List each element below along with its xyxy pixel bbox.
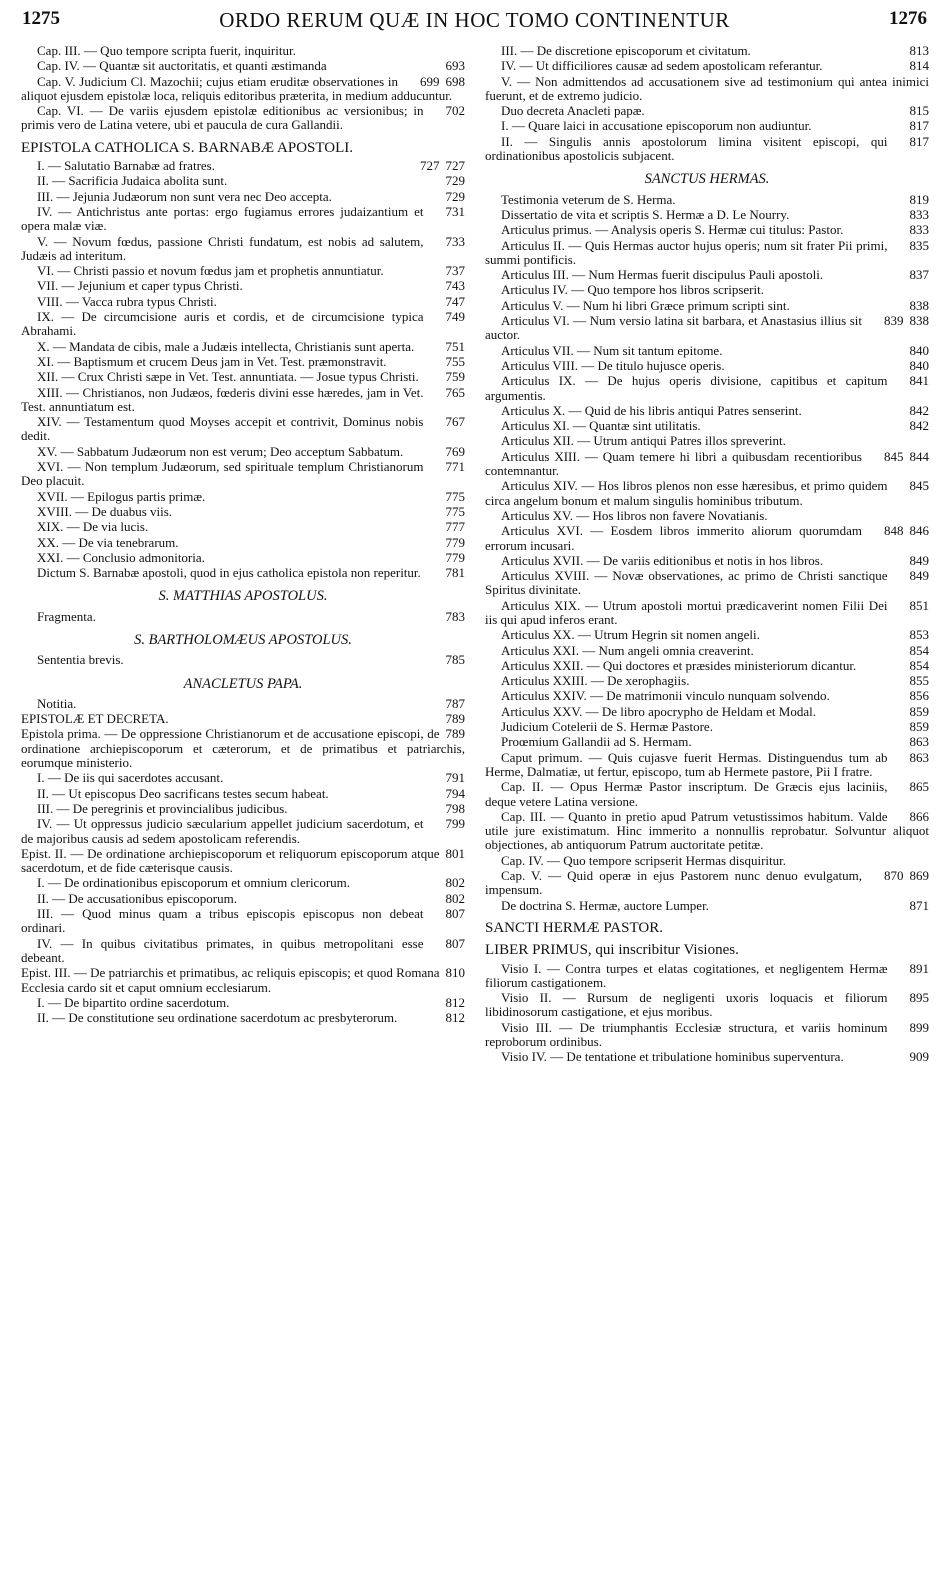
entry-text: II. — Sacrificia Judaica abolita sunt. bbox=[37, 173, 228, 189]
page-ref: 749 bbox=[445, 309, 465, 325]
entry-text: Cap. IV. — Quo tempore scripserit Hermas disquiritur. bbox=[501, 852, 786, 868]
toc-entry bbox=[21, 697, 465, 711]
entry-text: LIBER PRIMUS, qui inscribitur Visiones. bbox=[485, 942, 739, 959]
toc-entry bbox=[21, 551, 465, 565]
entry-text: Articulus XVIII. — Novæ observationes, ac primo de Christi sanctique Spiritus divinitate. bbox=[485, 568, 888, 598]
entry-text: S. BARTHOLOMÆUS APOSTOLUS. bbox=[134, 631, 352, 648]
toc-entry bbox=[21, 520, 465, 534]
page-ref: 844 bbox=[909, 448, 929, 464]
entry-text: II. — Ut episcopus Deo sacrificans testes secum habeat. bbox=[37, 785, 329, 801]
page-ref: 799 bbox=[445, 816, 465, 832]
page-ref: 855 bbox=[909, 673, 929, 689]
entry-text: I. — Salutatio Barnabæ ad fratres. bbox=[37, 158, 215, 174]
page-ref: 802 bbox=[445, 875, 465, 891]
page-ref: 835 bbox=[909, 237, 929, 253]
entry-text: Dissertatio de vita et scriptis S. Hermæ a D. Le Nourry. bbox=[501, 206, 790, 222]
entry-text: I. — De iis qui sacerdotes accusant. bbox=[37, 770, 224, 786]
section-title bbox=[21, 633, 465, 647]
toc-entry bbox=[485, 659, 929, 673]
entry-text: Articulus XXIV. — De matrimonii vinculo nunquam solvendo. bbox=[501, 688, 830, 704]
entry-text: Articulus XXI. — Num angeli omnia creaverint. bbox=[501, 642, 754, 658]
entry-text: Visio I. — Contra turpes et elatas cogitationes, et negligentem Hermæ filiorum castigationem. bbox=[485, 960, 888, 990]
entry-text: Articulus XI. — Quantæ sint utilitatis. bbox=[501, 418, 701, 434]
page-ref: 815 bbox=[909, 103, 929, 119]
toc-entry bbox=[485, 135, 929, 164]
page-ref: 699 bbox=[420, 73, 440, 89]
toc-entry bbox=[21, 415, 465, 444]
page-ref: 870 bbox=[884, 868, 904, 884]
page-ref: 747 bbox=[445, 293, 465, 309]
toc-entry bbox=[485, 283, 929, 297]
right-column bbox=[485, 44, 929, 1066]
toc-entry bbox=[485, 1050, 929, 1064]
toc-entry bbox=[485, 404, 929, 418]
entry-text: Articulus XIII. — Quam temere hi libri a quibusdam recentioribus contemnantur. bbox=[485, 448, 862, 479]
entry-text: V. — Novum fœdus, passione Christi fundatum, est nobis ad salutem, Judæis ad interitum. bbox=[21, 233, 424, 263]
toc-entry bbox=[21, 279, 465, 293]
page-ref: 693 bbox=[445, 58, 465, 74]
toc-entry bbox=[485, 599, 929, 628]
entry-text: Cap. III. — Quanto in pretio apud Patrum vetustissimos habitum. Valde utile jure existimatum. Hinc immerito a nonnullis reprobatur. Solvuntur aliquot objectiones, ab antiquorum Patrum auctoritate petitæ. bbox=[485, 808, 929, 853]
entry-text: Articulus VII. — Num sit tantum epitome. bbox=[501, 342, 723, 358]
toc-entry bbox=[485, 569, 929, 598]
page-ref: 846 bbox=[909, 523, 929, 539]
entry-text: Fragmenta. bbox=[37, 608, 96, 624]
entry-text: Judicium Cotelerii de S. Hermæ Pastore. bbox=[501, 719, 713, 735]
entry-text: Visio IV. — De tentatione et tribulatione hominibus superventura. bbox=[501, 1049, 844, 1065]
entry-text: VII. — Jejunium et caper typus Christi. bbox=[37, 278, 243, 294]
toc-entry bbox=[21, 1011, 465, 1025]
page-ref: 854 bbox=[909, 642, 929, 658]
entry-text: Articulus XV. — Hos libros non favere Novatianis. bbox=[501, 507, 768, 523]
entry-text: Articulus XIV. — Hos libros plenos non esse hæresibus, et primo quidem circa angelum bonum et malum singulis hominibus tributum. bbox=[485, 478, 888, 508]
page-ref: 859 bbox=[909, 719, 929, 735]
page-ref: 812 bbox=[445, 994, 465, 1010]
page-ref: 771 bbox=[445, 459, 465, 475]
entry-text: III. — De discretione episcoporum et civitatum. bbox=[501, 43, 751, 58]
entry-text: Articulus II. — Quis Hermas auctor hujus operis; num sit frater Pii primi, summi pontificis. bbox=[485, 237, 888, 267]
toc-entry bbox=[21, 75, 465, 104]
toc-entry bbox=[485, 810, 929, 853]
page-ref: 840 bbox=[909, 357, 929, 373]
page-ref: 837 bbox=[909, 267, 929, 283]
entry-text: Proœmium Gallandii ad S. Hermam. bbox=[501, 734, 692, 750]
entry-text: Testimonia veterum de S. Herma. bbox=[501, 191, 676, 207]
page-ref: 859 bbox=[909, 703, 929, 719]
toc-entry bbox=[485, 299, 929, 313]
page-ref: 807 bbox=[445, 906, 465, 922]
entry-text: XII. — Crux Christi sæpe in Vet. Test. annuntiata. — Josue typus Christi. bbox=[37, 369, 419, 385]
page-header bbox=[22, 8, 927, 38]
entry-text: XVIII. — De duabus viis. bbox=[37, 503, 173, 519]
toc-entry bbox=[485, 104, 929, 118]
page-ref: 863 bbox=[909, 749, 929, 765]
entry-text: Epistola prima. — De oppressione Christianorum et de accusatione episcopi, de ordinatione archiepiscoporum et cæterorum, et de primatibus et patriarchis, eorumque ministerio. bbox=[21, 726, 465, 771]
entry-text: Articulus VIII. — De titulo hujusce operis. bbox=[501, 357, 725, 373]
toc-entry bbox=[485, 359, 929, 373]
toc-entry bbox=[485, 780, 929, 809]
page-ref: 849 bbox=[909, 568, 929, 584]
entry-text: Articulus XII. — Utrum antiqui Patres illos spreverint. bbox=[501, 433, 786, 449]
page-ref: 838 bbox=[909, 297, 929, 313]
toc-entry bbox=[21, 104, 465, 133]
page-number-left: 1275 bbox=[22, 8, 60, 29]
page-ref: 779 bbox=[445, 534, 465, 550]
entry-text: Articulus XXV. — De libro apocrypho de Heldam et Modal. bbox=[501, 703, 816, 719]
entry-text: II. — Singulis annis apostolorum limina visitent episcopi, qui ordinationibus apostolicis subjacent. bbox=[485, 133, 888, 164]
page-ref: 909 bbox=[909, 1049, 929, 1065]
page-ref: 779 bbox=[445, 549, 465, 565]
toc-entry bbox=[485, 419, 929, 433]
entry-text: IV. — Ut oppressus judicio sæcularium appellet judicium sacerdotum, et de majoribus causis ad sedem apostolicam referendis. bbox=[21, 816, 424, 846]
entry-text: Articulus XXIII. — De xerophagiis. bbox=[501, 673, 690, 689]
page-ref: 783 bbox=[445, 608, 465, 624]
toc-entry bbox=[21, 235, 465, 264]
entry-text: II. — De accusationibus episcoporum. bbox=[37, 890, 238, 906]
page-ref: 775 bbox=[445, 503, 465, 519]
entry-text: XVII. — Epilogus partis primæ. bbox=[37, 488, 206, 504]
entry-text: Epist. II. — De ordinatione archiepiscoporum et reliquorum episcoporum atque sacerdotum, et de fide cæterisque causis. bbox=[21, 845, 440, 876]
entry-text: III. — Quod minus quam a tribus episcopis episcopus non debeat ordinari. bbox=[21, 906, 424, 936]
page-ref: 767 bbox=[445, 414, 465, 430]
entry-text: Sententia brevis. bbox=[37, 652, 124, 668]
toc-entry bbox=[21, 205, 465, 234]
entry-text: Cap. IV. — Quantæ sit auctoritatis, et quanti æstimanda bbox=[37, 58, 327, 74]
page-ref: 781 bbox=[445, 565, 465, 581]
toc-entry bbox=[485, 119, 929, 133]
page-ref: 765 bbox=[445, 384, 465, 400]
entry-text: III. — De peregrinis et provincialibus judicibus. bbox=[37, 800, 288, 816]
toc-entry bbox=[21, 892, 465, 906]
page-ref: 869 bbox=[909, 868, 929, 884]
entry-text: V. — Non admittendos ad accusationem sive ad testimonium qui antea inimici fuerunt, et de extremo judicio. bbox=[485, 73, 929, 103]
toc-entry bbox=[21, 937, 465, 966]
toc-entry bbox=[21, 787, 465, 801]
entry-text: Articulus XXII. — Qui doctores et præsides ministeriorum dicantur. bbox=[501, 657, 857, 673]
toc-entry bbox=[485, 239, 929, 268]
toc-entry bbox=[21, 310, 465, 339]
toc-entry bbox=[21, 966, 465, 995]
entry-text: Articulus primus. — Analysis operis S. Hermæ cui titulus: Pastor. bbox=[501, 222, 844, 238]
entry-text: Visio III. — De triumphantis Ecclesiæ structura, et variis hominum reproborum ordinibus. bbox=[485, 1019, 888, 1049]
left-column bbox=[21, 44, 465, 1026]
toc-entry bbox=[21, 566, 465, 580]
toc-entry bbox=[485, 268, 929, 282]
entry-text: EPISTOLÆ ET DECRETA. bbox=[21, 711, 169, 727]
page-ref: 727 bbox=[445, 158, 465, 174]
toc-entry bbox=[485, 899, 929, 913]
toc-entry bbox=[485, 524, 929, 553]
toc-entry bbox=[485, 705, 929, 719]
page-ref: 817 bbox=[909, 118, 929, 134]
entry-text: XIII. — Christianos, non Judæos, fœderis divini esse hæredes, jam in Vet. Test. annuntiatum est. bbox=[21, 384, 424, 414]
toc-entry bbox=[21, 340, 465, 354]
page-ref: 891 bbox=[909, 960, 929, 976]
page-ref: 731 bbox=[445, 203, 465, 219]
toc-entry bbox=[21, 355, 465, 369]
toc-entry bbox=[21, 505, 465, 519]
entry-text: Articulus XVII. — De variis editionibus et notis in hos libros. bbox=[501, 552, 824, 568]
page-ref: 833 bbox=[909, 206, 929, 222]
entry-text: Articulus XX. — Utrum Hegrin sit nomen angeli. bbox=[501, 627, 760, 643]
page-ref: 856 bbox=[909, 688, 929, 704]
section-title bbox=[21, 589, 465, 603]
page-ref: 817 bbox=[909, 133, 929, 149]
entry-text: SANCTI HERMÆ PASTOR. bbox=[485, 919, 663, 936]
page-ref: 737 bbox=[445, 263, 465, 279]
page-ref: 802 bbox=[445, 890, 465, 906]
toc-entry bbox=[21, 610, 465, 624]
toc-entry bbox=[21, 847, 465, 876]
page-ref: 801 bbox=[445, 845, 465, 861]
page-ref: 854 bbox=[909, 657, 929, 673]
page-ref: 863 bbox=[909, 734, 929, 750]
page-ref: 743 bbox=[445, 278, 465, 294]
entry-text: Cap. V. Judicium Cl. Mazochii; cujus etiam eruditæ observationes in aliquot ejusdem epistolæ loca, reliquis editoribus præterita, in medium adducuntur. bbox=[21, 73, 453, 103]
toc-entry bbox=[21, 490, 465, 504]
entry-text: ANACLETUS PAPA. bbox=[183, 675, 303, 692]
page-ref: 842 bbox=[909, 402, 929, 418]
toc-entry bbox=[21, 802, 465, 816]
page-ref: 769 bbox=[445, 443, 465, 459]
entry-text: I. — De bipartito ordine sacerdotum. bbox=[37, 994, 230, 1010]
page-ref: 814 bbox=[909, 58, 929, 74]
page-ref: 789 bbox=[445, 726, 465, 742]
toc-entry bbox=[21, 159, 465, 173]
toc-entry bbox=[21, 727, 465, 770]
toc-entry bbox=[21, 712, 465, 726]
entry-text: III. — Jejunia Judæorum non sunt vera nec Deo accepta. bbox=[37, 188, 332, 204]
page-number-right: 1276 bbox=[889, 8, 927, 29]
toc-entry bbox=[485, 434, 929, 448]
entry-text: Cap. II. — Opus Hermæ Pastor inscriptum. De Græcis ejus laciniis, deque vetere Latina versione. bbox=[485, 779, 888, 809]
page-ref: 833 bbox=[909, 222, 929, 238]
toc-entry bbox=[485, 962, 929, 991]
page-ref: 751 bbox=[445, 338, 465, 354]
toc-entry bbox=[485, 223, 929, 237]
heading-title bbox=[485, 943, 929, 957]
running-title: ORDO RERUM QUÆ IN HOC TOMO CONTINENTUR bbox=[219, 8, 730, 32]
entry-text: XV. — Sabbatum Judæorum non est verum; Deo acceptum Sabbatum. bbox=[37, 443, 404, 459]
entry-text: IX. — De circumcisione auris et cordis, et de circumcisione typica Abrahami. bbox=[21, 309, 424, 339]
toc-entry bbox=[485, 854, 929, 868]
toc-entry bbox=[21, 174, 465, 188]
page-ref: 810 bbox=[445, 965, 465, 981]
entry-text: Cap. VI. — De variis ejusdem epistolæ editionibus ac versionibus; in primis vero de Latina vetere, ubi et paucula de cura Gallandii. bbox=[21, 103, 424, 133]
page-ref: 871 bbox=[909, 897, 929, 913]
page-ref: 798 bbox=[445, 800, 465, 816]
page-ref: 777 bbox=[445, 519, 465, 535]
page-ref: 842 bbox=[909, 418, 929, 434]
entry-text: EPISTOLA CATHOLICA S. BARNABÆ APOSTOLI. bbox=[21, 139, 353, 156]
entry-text: X. — Mandata de cibis, male a Judæis intellecta, Christianis sunt aperta. bbox=[37, 338, 415, 354]
page-ref: 727 bbox=[420, 158, 440, 174]
toc-entry bbox=[21, 386, 465, 415]
toc-entry bbox=[21, 460, 465, 489]
toc-entry bbox=[21, 370, 465, 384]
toc-entry bbox=[21, 295, 465, 309]
entry-text: XIV. — Testamentum quod Moyses accepit et contrivit, Dominus nobis dedit. bbox=[21, 414, 424, 444]
toc-entry bbox=[485, 1021, 929, 1050]
toc-entry bbox=[485, 751, 929, 780]
entry-text: Visio II. — Rursum de negligenti uxoris loquacis et filiorum libidinosorum castigatione, et ejus moribus. bbox=[485, 990, 888, 1020]
entry-text: Cap. III. — Quo tempore scripta fuerit, inquiritur. bbox=[37, 43, 296, 58]
entry-text: II. — De constitutione seu ordinatione sacerdotum ac presbyterorum. bbox=[37, 1010, 398, 1026]
entry-text: XIX. — De via lucis. bbox=[37, 519, 149, 535]
page-ref: 851 bbox=[909, 597, 929, 613]
entry-text: Articulus III. — Num Hermas fuerit discipulus Pauli apostoli. bbox=[501, 267, 824, 283]
toc-entry bbox=[485, 75, 929, 104]
page-ref: 848 bbox=[884, 523, 904, 539]
toc-entry bbox=[485, 991, 929, 1020]
entry-text: Duo decreta Anacleti papæ. bbox=[501, 103, 645, 119]
toc-entry bbox=[21, 876, 465, 890]
entry-text: XI. — Baptismum et crucem Deus jam in Vet. Test. præmonstravit. bbox=[37, 353, 387, 369]
toc-entry bbox=[485, 193, 929, 207]
toc-entry bbox=[485, 689, 929, 703]
toc-entry bbox=[485, 644, 929, 658]
toc-entry bbox=[485, 674, 929, 688]
page-ref: 840 bbox=[909, 342, 929, 358]
entry-text: Articulus XIX. — Utrum apostoli mortui prædicaverint nomen Filii Dei iis qui apud inferos erant. bbox=[485, 597, 888, 627]
toc-entry bbox=[485, 59, 929, 73]
page-ref: 755 bbox=[445, 353, 465, 369]
entry-text: Articulus IV. — Quo tempore hos libros scripserit. bbox=[501, 282, 764, 298]
section-title bbox=[21, 677, 465, 691]
page-ref: 865 bbox=[909, 779, 929, 795]
entry-text: De doctrina S. Hermæ, auctore Lumper. bbox=[501, 897, 709, 913]
page-ref: 899 bbox=[909, 1019, 929, 1035]
toc-entry bbox=[485, 44, 929, 58]
entry-text: I. — De ordinationibus episcoporum et omnium clericorum. bbox=[37, 875, 351, 891]
page-ref: 812 bbox=[445, 1010, 465, 1026]
entry-text: Articulus VI. — Num versio latina sit barbara, et Anastasius illius sit auctor. bbox=[485, 313, 862, 343]
toc-entry bbox=[485, 374, 929, 403]
section-title bbox=[485, 172, 929, 186]
toc-entry bbox=[485, 344, 929, 358]
entry-text: S. MATTHIAS APOSTOLUS. bbox=[158, 588, 328, 605]
toc-entry bbox=[485, 208, 929, 222]
page-ref: 819 bbox=[909, 191, 929, 207]
page-ref: 813 bbox=[909, 43, 929, 58]
entry-text: Epist. III. — De patriarchis et primatibus, ac reliquis episcopis; et quod Romana Ecclesia cardo sit et caput omnium ecclesiarum. bbox=[21, 965, 440, 995]
toc-entry bbox=[21, 190, 465, 204]
page-ref: 845 bbox=[909, 478, 929, 494]
toc-entry bbox=[485, 554, 929, 568]
entry-text: XVI. — Non templum Judæorum, sed spirituale templum Christianorum Deo placuit. bbox=[21, 459, 424, 489]
toc-entry bbox=[21, 44, 465, 58]
entry-text: SANCTUS HERMAS. bbox=[644, 171, 770, 188]
page-ref: 845 bbox=[884, 448, 904, 464]
heading-title bbox=[485, 921, 929, 935]
toc-entry bbox=[21, 996, 465, 1010]
page-ref: 791 bbox=[445, 770, 465, 786]
toc-entry bbox=[21, 771, 465, 785]
page-ref: 729 bbox=[445, 173, 465, 189]
page-ref: 839 bbox=[884, 313, 904, 329]
toc-entry bbox=[485, 314, 929, 343]
page-ref: 866 bbox=[909, 808, 929, 824]
page-ref: 733 bbox=[445, 233, 465, 249]
entry-text: IV. — In quibus civitatibus primates, in quibus metropolitani esse debeant. bbox=[21, 935, 424, 965]
toc-entry bbox=[485, 450, 929, 479]
entry-text: I. — Quare laici in accusatione episcoporum non audiuntur. bbox=[501, 118, 812, 134]
entry-text: Caput primum. — Quis cujasve fuerit Hermas. Distinguendus tum ab Herme, Dalmatiæ, ut fertur, episcopo, tum ab Hermete pastore, Pii I fratre. bbox=[485, 749, 888, 779]
page-ref: 807 bbox=[445, 935, 465, 951]
entry-text: Articulus V. — Num hi libri Græce primum scripti sint. bbox=[501, 297, 790, 313]
page-ref: 794 bbox=[445, 785, 465, 801]
entry-text: VIII. — Vacca rubra typus Christi. bbox=[37, 293, 217, 309]
toc-entry bbox=[485, 628, 929, 642]
toc-entry bbox=[21, 536, 465, 550]
toc-entry bbox=[485, 869, 929, 898]
page-ref: 698 bbox=[445, 73, 465, 89]
page-ref: 789 bbox=[445, 711, 465, 727]
page-ref: 787 bbox=[445, 695, 465, 711]
toc-entry bbox=[485, 479, 929, 508]
entry-text: Articulus X. — Quid de his libris antiqui Patres senserint. bbox=[501, 402, 802, 418]
page-ref: 853 bbox=[909, 627, 929, 643]
entry-text: Cap. V. — Quid operæ in ejus Pastorem nunc denuo evulgatum, impensum. bbox=[485, 868, 862, 898]
page-ref: 895 bbox=[909, 990, 929, 1006]
entry-text: IV. — Ut difficiliores causæ ad sedem apostolicam referantur. bbox=[501, 58, 823, 74]
entry-text: Articulus IX. — De hujus operis divisione, capitibus et capitum argumentis. bbox=[485, 373, 888, 403]
entry-text: IV. — Antichristus ante portas: ergo fugiamus errores judaizantium et opera malæ viæ. bbox=[21, 203, 424, 234]
toc-entry bbox=[21, 907, 465, 936]
entry-text: XXI. — Conclusio admonitoria. bbox=[37, 549, 205, 565]
toc-entry bbox=[21, 59, 465, 73]
toc-entry bbox=[485, 509, 929, 523]
page-ref: 785 bbox=[445, 652, 465, 668]
page-ref: 729 bbox=[445, 188, 465, 204]
entry-text: XX. — De via tenebrarum. bbox=[37, 534, 179, 550]
page-ref: 775 bbox=[445, 488, 465, 504]
entry-text: VI. — Christi passio et novum fœdus jam et prophetis annuntiatur. bbox=[37, 263, 384, 279]
heading-title bbox=[21, 141, 465, 155]
entry-text: Dictum S. Barnabæ apostoli, quod in ejus catholica epistola non reperitur. bbox=[37, 565, 421, 581]
toc-entry bbox=[485, 735, 929, 749]
page-ref: 702 bbox=[445, 103, 465, 119]
page-ref: 838 bbox=[909, 313, 929, 329]
entry-text: Notitia. bbox=[37, 695, 77, 711]
entry-text: Articulus XVI. — Eosdem libros immerito aliorum quorumdam errorum incusari. bbox=[485, 523, 862, 553]
toc-entry bbox=[21, 653, 465, 667]
page-ref: 759 bbox=[445, 369, 465, 385]
page-ref: 849 bbox=[909, 552, 929, 568]
toc-entry bbox=[21, 264, 465, 278]
toc-entry bbox=[485, 720, 929, 734]
toc-entry bbox=[21, 445, 465, 459]
toc-entry bbox=[21, 817, 465, 846]
page-ref: 841 bbox=[909, 373, 929, 389]
